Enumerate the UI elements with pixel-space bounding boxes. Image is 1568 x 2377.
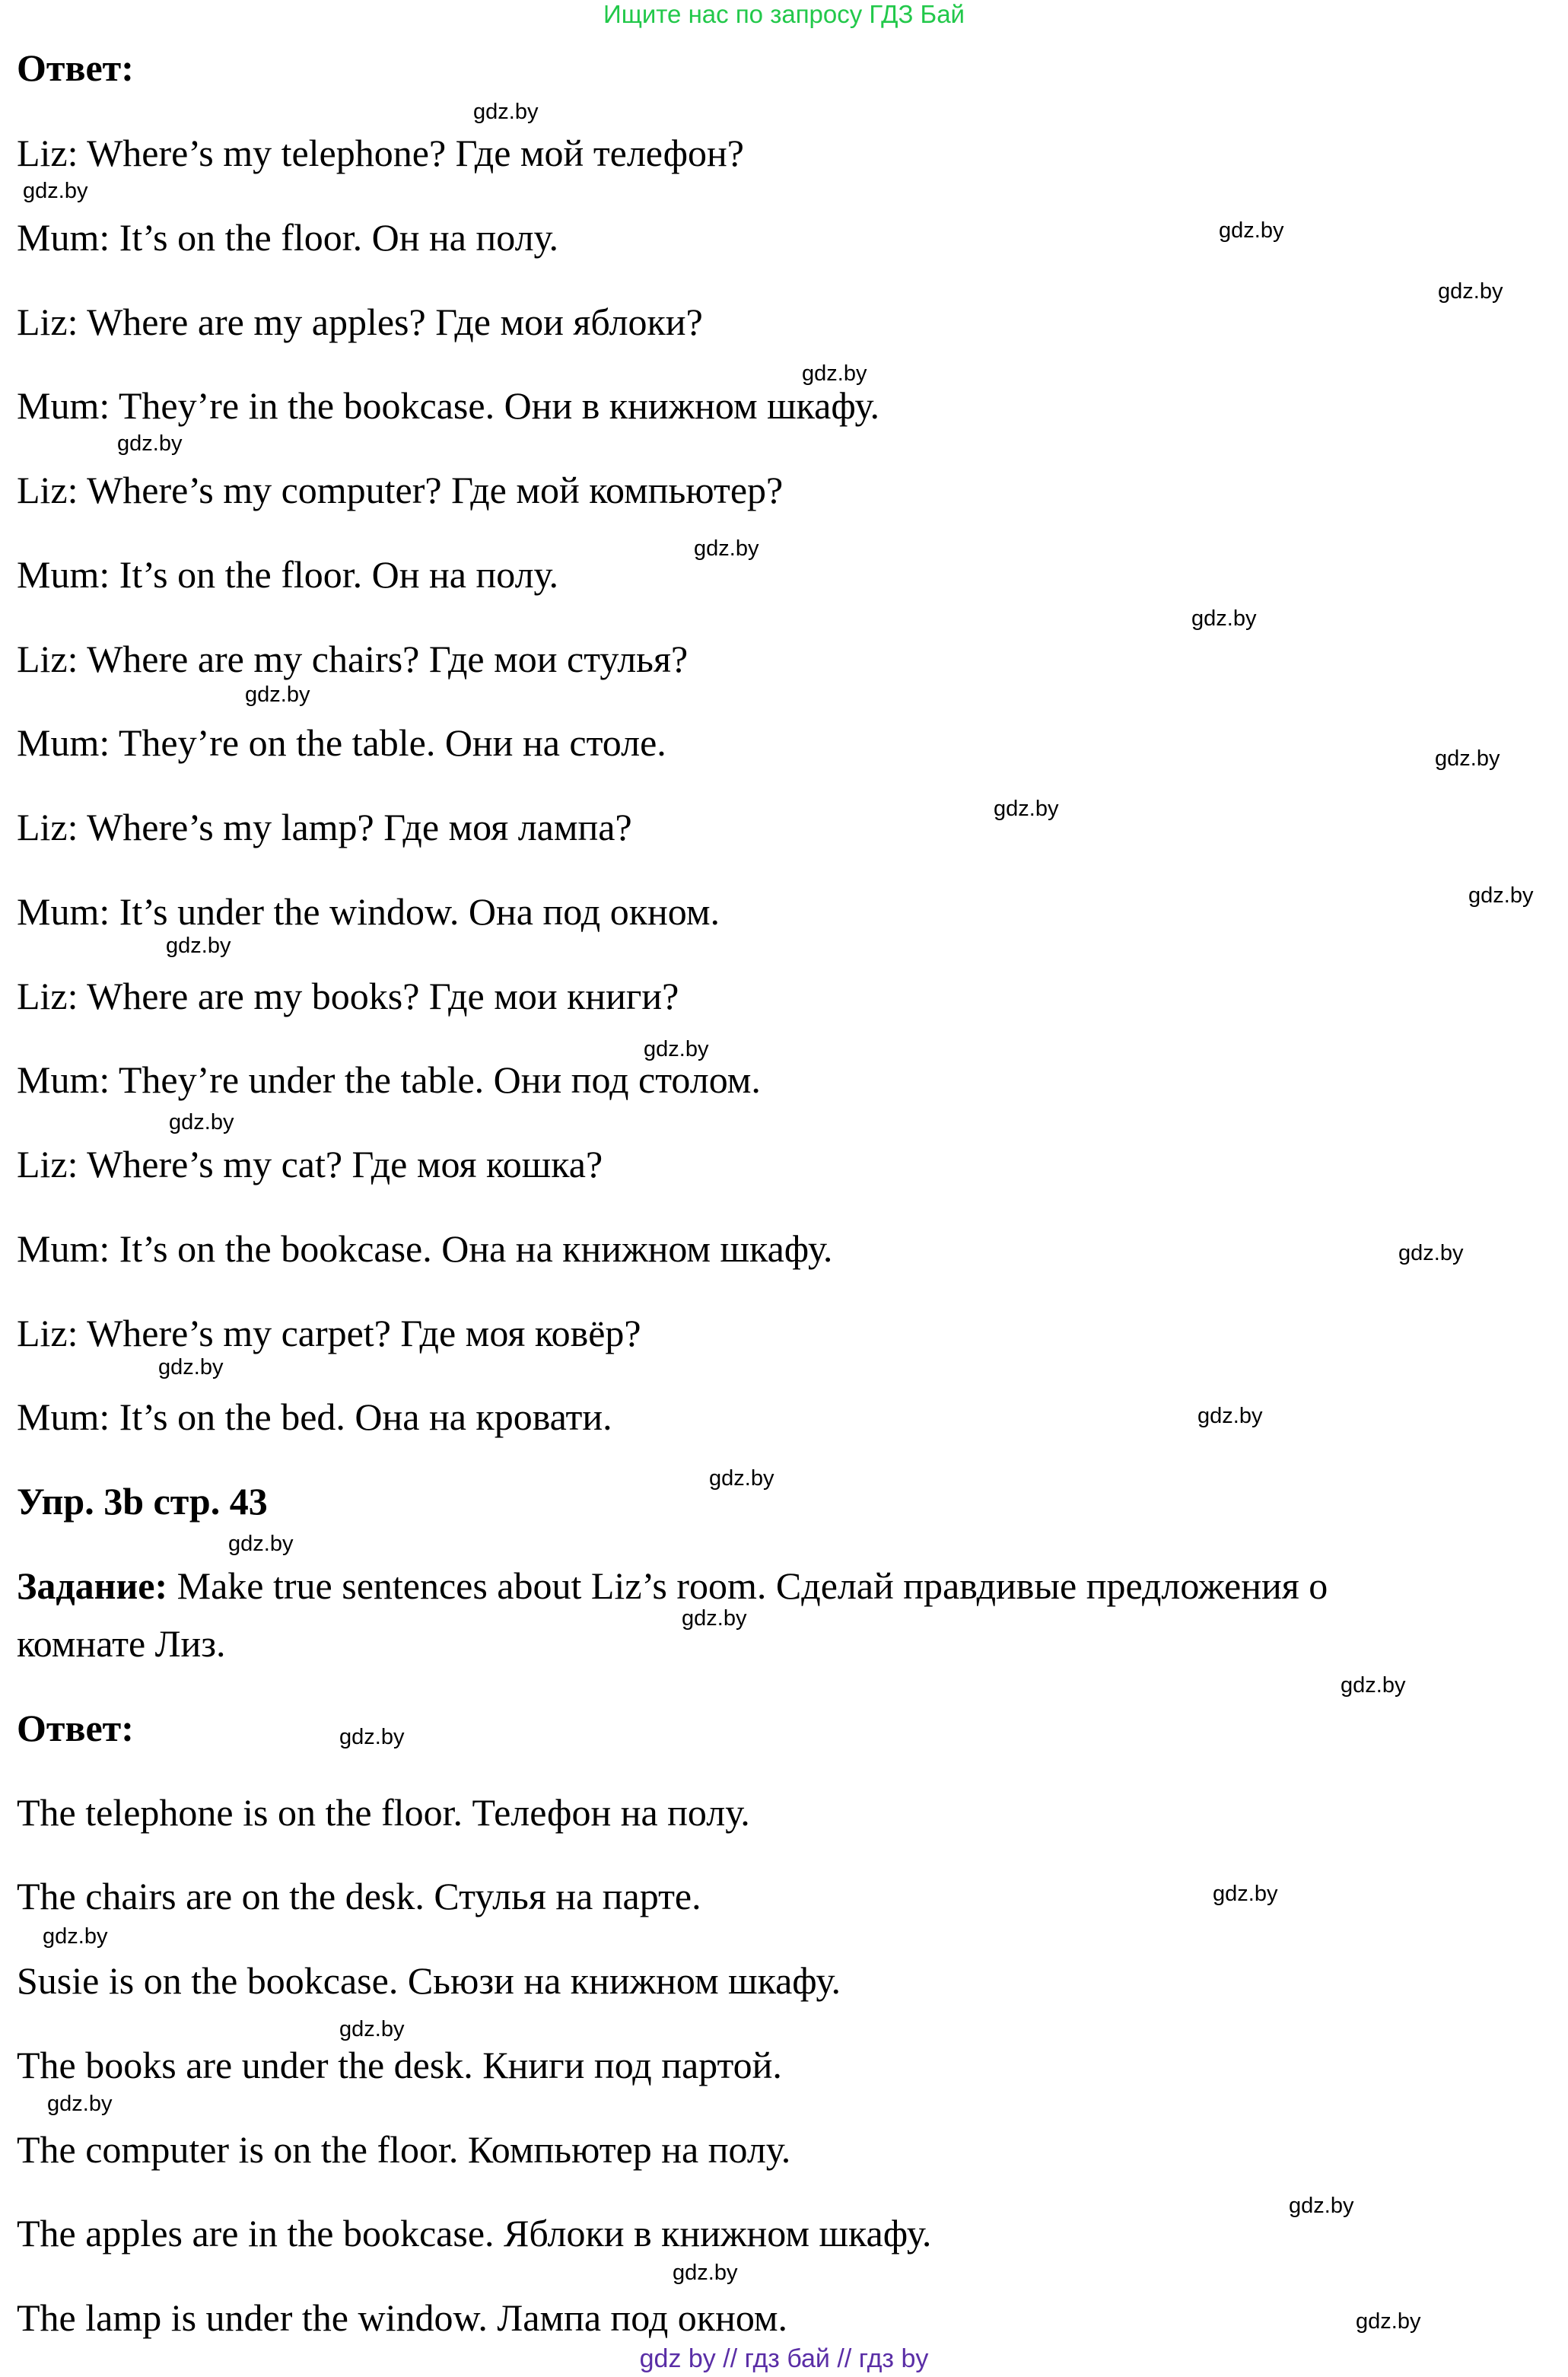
watermark: gdz.by bbox=[1219, 218, 1284, 243]
watermark: gdz.by bbox=[169, 1110, 234, 1134]
dialogue-line: Liz: Where’s my cat? Где моя кошка? bbox=[17, 1143, 603, 1185]
watermark: gdz.by bbox=[117, 431, 183, 456]
watermark: gdz.by bbox=[1356, 2309, 1421, 2334]
answer-sentence: The computer is on the floor. Компьютер на полу. bbox=[17, 2128, 791, 2171]
task-label: Задание: bbox=[17, 1564, 168, 1607]
watermark: gdz.by bbox=[23, 179, 88, 203]
dialogue-line: Mum: It’s under the window. Она под окном. bbox=[17, 890, 720, 933]
watermark: gdz.by bbox=[709, 1466, 774, 1491]
site-banner: Ищите нас по запросу ГДЗ Бай bbox=[603, 0, 965, 28]
watermark: gdz.by bbox=[1398, 1241, 1464, 1265]
watermark: gdz.by bbox=[802, 361, 867, 386]
watermark: gdz.by bbox=[158, 1355, 224, 1379]
dialogue-line: Liz: Where’s my carpet? Где моя ковёр? bbox=[17, 1312, 641, 1354]
watermark: gdz.by bbox=[166, 934, 231, 958]
answer-sentence: The chairs are on the desk. Стулья на парте. bbox=[17, 1875, 701, 1917]
dialogue-line: Mum: It’s on the bed. Она на кровати. bbox=[17, 1395, 612, 1438]
watermark: gdz.by bbox=[694, 536, 759, 561]
answer-heading: Ответ: bbox=[17, 1707, 134, 1749]
watermark: gdz.by bbox=[682, 1606, 747, 1631]
watermark: gdz.by bbox=[339, 1725, 405, 1749]
dialogue-line: Liz: Where are my chairs? Где мои стулья? bbox=[17, 638, 689, 680]
dialogue-line: Mum: It’s on the bookcase. Она на книжном шкафу. bbox=[17, 1227, 833, 1270]
dialogue-line: Mum: They’re under the table. Они под столом. bbox=[17, 1058, 761, 1101]
dialogue-line: Liz: Where’s my lamp? Где моя лампа? bbox=[17, 806, 632, 848]
watermark: gdz.by bbox=[339, 2017, 405, 2041]
task-text: Make true sentences about Liz’s room. Сделай правдивые предложения о bbox=[167, 1564, 1328, 1607]
dialogue-line: Mum: They’re on the table. Они на столе. bbox=[17, 721, 666, 764]
watermark: gdz.by bbox=[47, 2092, 113, 2116]
answer-sentence: The apples are in the bookcase. Яблоки в книжном шкафу. bbox=[17, 2212, 932, 2254]
footer-links: gdz by // гдз бай // гдз by bbox=[639, 2344, 929, 2373]
watermark: gdz.by bbox=[473, 100, 539, 124]
watermark: gdz.by bbox=[245, 683, 310, 707]
watermark: gdz.by bbox=[1341, 1673, 1406, 1698]
watermark: gdz.by bbox=[673, 2261, 738, 2285]
exercise-title: Упр. 3b стр. 43 bbox=[17, 1480, 268, 1523]
watermark: gdz.by bbox=[43, 1924, 108, 1949]
dialogue-line: Liz: Where are my books? Где мои книги? bbox=[17, 975, 679, 1017]
dialogue-line: Mum: It’s on the floor. Он на полу. bbox=[17, 553, 559, 596]
watermark: gdz.by bbox=[1468, 883, 1534, 908]
answer-sentence: The lamp is under the window. Лампа под окном. bbox=[17, 2296, 788, 2339]
dialogue-line: Liz: Where’s my computer? Где мой компьютер? bbox=[17, 469, 784, 511]
answer-sentence: Susie is on the bookcase. Сьюзи на книжном шкафу. bbox=[17, 1959, 841, 2002]
watermark: gdz.by bbox=[1435, 746, 1500, 771]
watermark: gdz.by bbox=[1438, 279, 1503, 304]
dialogue-line: Liz: Where are my apples? Где мои яблоки? bbox=[17, 301, 703, 343]
watermark: gdz.by bbox=[644, 1037, 709, 1061]
answer-heading: Ответ: bbox=[17, 46, 134, 89]
dialogue-line: Mum: It’s on the floor. Он на полу. bbox=[17, 216, 559, 259]
watermark: gdz.by bbox=[1197, 1404, 1263, 1428]
dialogue-line: Mum: They’re in the bookcase. Они в книжном шкафу. bbox=[17, 384, 879, 427]
answer-sentence: The telephone is on the floor. Телефон на полу. bbox=[17, 1791, 750, 1834]
watermark: gdz.by bbox=[1289, 2194, 1354, 2218]
watermark: gdz.by bbox=[1213, 1882, 1278, 1906]
watermark: gdz.by bbox=[228, 1532, 294, 1556]
watermark: gdz.by bbox=[1191, 606, 1257, 631]
dialogue-line: Liz: Where’s my telephone? Где мой телефон? bbox=[17, 132, 744, 174]
answer-sentence: The books are under the desk. Книги под партой. bbox=[17, 2044, 782, 2086]
watermark: gdz.by bbox=[994, 797, 1059, 821]
task-line bbox=[17, 1564, 1328, 1608]
task-line-2: комнате Лиз. bbox=[17, 1622, 226, 1665]
